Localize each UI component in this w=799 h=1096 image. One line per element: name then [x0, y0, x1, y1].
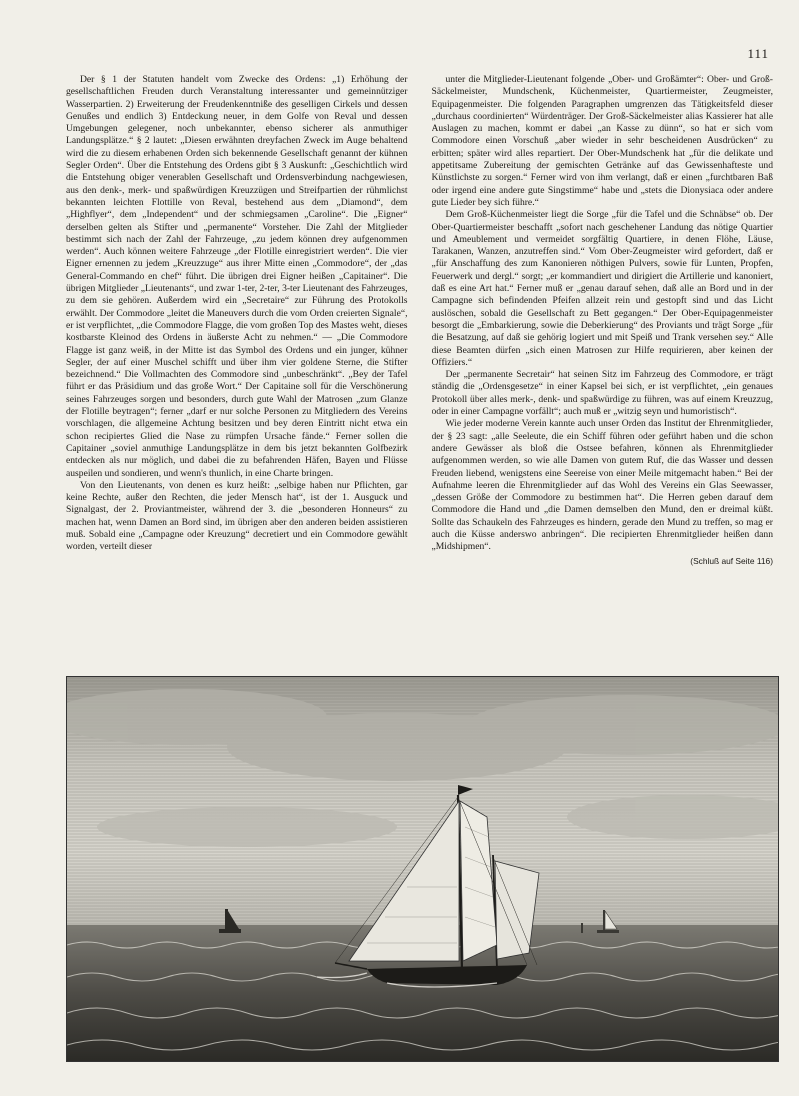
page-number: 111 [747, 46, 769, 61]
continued-note: (Schluß auf Seite 116) [690, 555, 773, 566]
engraving-illustration [67, 677, 778, 1061]
paragraph: Wie jeder moderne Verein kannte auch unser Orden das Institut der Ehrenmitglieder, der § 23 sagt: „alle Seeleute, die ein Schiff führen oder geführt haben und die schon andere Gewässer als bloß die Ostsee befahren, können als Ehrenmitglieder aufgenommen werden, so wie alle Damen von gutem Ruf, die das Wasser und dessen Freuden liebend, wenigstens eine Seereise von einer Meile mitgemacht haben.“ Bei der Aufnahme leeren die Ehrenmitglieder auf das Wohl des Vereins ein Glas Seewasser, „dessen Größe der Commodore zu bestimmen hat“. Die Herren geben darauf dem Commodore die Hand und „die Damen demselben den Mund, den er dreimal küßt. Sollte das Schaukeln des Fahrzeuges es hindern, gerade den Mund zu treffen, so mag er auch die Küsse anderswo anbringen“. Die recipierten Ehrenmitglieder heißen dann „Midshipmen“. [431, 418, 773, 553]
sailing-ship-engraving [66, 676, 779, 1062]
paragraph: Der „permanente Secretair“ hat seinen Sitz im Fahrzeug des Commodore, er trägt ständig die „Ordensgesetze“ in einer Kapsel bei sich, er ist verpflichtet, „ein genaues Protokoll über alles merk-, denk- und spaßwürdige zu führen, was auf einem Kreuzzug, oder in einer Campagne vorfällt“; auch muß er „witzig seyn und humoristisch“. [431, 369, 773, 418]
left-column [66, 74, 408, 668]
paragraph: unter die Mitglieder-Lieutenant folgende „Ober- und Großämter“: Ober- und Groß-Säckelmeister, Mundschenk, Küchenmeister, Quartiermeister, Zeugmeister, Equipagenmeister. Die folgenden Paragraphen umgrenzen das Tätigkeitsfeld dieser „durchaus coordinierten“ Würdenträger. Der Groß-Säckelmeister alias Kassierer hat alle Auslagen zu machen, kommt er dabei „an Kasse zu dünn“, so hat er sich vom Commodore einen Vorschuß „aber wieder in sehr bescheidenen Ausdrücken“ zu erbitten; später wird alles repartiert. Der Ober-Mundschenk hat „für die delikate und appetitsame Zubereitung der gemischten Getränke auf das Gewissenhafteste und Künstlichste zu sorgen.“ Ferner wird von ihm verlangt, daß er einen „furchtbaren Baß oder irgend eine andere gute Singstimme“ habe und „stets die Dionysiaca oder andere gute Lieder bey sich führe.“ [431, 74, 773, 208]
paragraph: Dem Groß-Küchenmeister liegt die Sorge „für die Tafel und die Schnäbse“ ob. Der Ober-Quartiermeister beschafft „sofort nach geschehener Landung das nötige Quartier und Ameublement und vermeidet sorgfältig Quartiere, in denen Flöhe, Läuse, Tarakanen, Wanzen, anzutreffen sind.“ Vom Ober-Zeugmeister wird gefordert, daß er „für Anschaffung des zum Kanonieren nöthigen Pulvers, sowie für Lunten, Propfen, Feuerwerk und dergl.“ sorgt; „er kommandiert und dirigiert die Artillerie und kanoniert, daß es eine Art hat.“ Ferner muß er „genau darauf sehen, daß alle an Bord und in der Campagne sich befindenden Pfeifen allzeit rein und gestopft sind und das Licht auslöschen, sobald die Gesellschaft zu Bett gegangen.“ Der Ober-Equipagenmeister besorgt die „Embarkierung, sowie die Deberkierung“ des Proviants und trägt Sorge „für die Besatzung, auf daß sie gehörig logiert und mit Speiß und Trank versehen sey.“ Alle diese Beamten dürfen „sich einen Matrosen zur Hilfe requirieren, aber keinen der Offiziers.“ [431, 209, 773, 368]
article-body [66, 74, 773, 668]
paragraph: Der § 1 der Statuten handelt vom Zwecke des Ordens: „1) Erhöhung der gesellschaftlichen Freuden durch Veranstaltung interessanter und gemeinnütziger Wasserpartien. 2) Erweiterung der Freudenkenntniße des geselligen Cirkels und dessen Genußes und endlich 3) Entdeckung neuer, in dem Golfe von Reval und dessen Umgebungen gelegener, noch unbekannter, ebenso sicherer als anmuthiger Landungsplätze.“ § 2 lautet: „Diesen erwähnten dreyfachen Zweck im Auge behaltend wird die zu diesem erhabenen Orden sich bekennende Gesellschaft genannt der kühnen Segler Orden“. Über die Entstehung des Ordens gibt § 3 Auskunft: „Geschichtlich wird die Entstehung obiger venerablen Gesellschaft und Ordensverbindung nachgewiesen, aus den denk-, merk- und spaßwürdigen Kreuzzügen und Streifpartien der rühmlichst bekannten leichten Flottille von Reval, bestehend aus dem „Diamond“, dem „Highflyer“, dem „Independent“ und der schmiegsamen „Caroline“. Die „Eigner“ derselben gelten als Stifter und „permanente“ Vorsteher. Die Zahl der Mitglieder bestimmt sich nach der Zahl der Fahrzeuge, „zu jedem können drey aufgenommen werden“. Auch können weitere Fahrzeuge „der Flotille einregistriert werden“. Die vier Eigner ernennen zu jedem „Kreuzzuge“ aus ihrer Mitte einen „Commodore“, der „das General-Commando en chef“ führt. Die übrigen drei Eigner heißen „Capitainer“. Die übrigen Mitglieder „Lieutenants“, und zwar 1-ter, 2-ter, 3-ter Lieutenant des Fahrzeuges, zu dem sie gehören. Außerdem wird ein „Secretaire“ zur Führung des Protokolls erwählt. Der Commodore „leitet die Maneuvers durch die vom Orden creierten Signale“, er ist verpflichtet, „die Commodore Flagge, die vom großen Top des Mastes weht, dieses kostbarste Kleinod des Ordens in äußerste Acht zu nehmen.“ — „Die Commodore Flagge ist ganz weiß, in der Mitte ist das Symbol des Ordens und ein junger, kühner Segler, der auf einer Muschel schifft und über ihm vier goldene Sterne, die Stifter bezeichnend.“ Die Vollmachten des Commodore sind „unbeschränkt“. „Bey der Tafel führt er das Präsidium und das große Wort.“ Der Capitaine soll für die Verschönerung seines Fahrzeuges sorgen und besonders, durch gute Wahl der Matrosen „zum Glanze der Flotille beytragen“; ferner „darf er nur solche Personen zu Mitgliedern des Vereins vorschlagen, die allgemeine Achtung besitzen und bey deren Eintritt nicht etwa ein schon recipiertes Glied die Nase zu rümpfen Ursache fände.“ Ferner sollen die Capitainer „soviel anmuthige Landungsplätze in dem bis jetzt bekannten Golfbezirk entdecken als nur möglich, und dabei die zu befahrenden Häfen, Bayen und Flüsse auspeilen und sondieren, und wenn's thunlich, in eine Charte bringen. [66, 74, 408, 479]
right-column [432, 74, 774, 668]
paragraph: Von den Lieutenants, von denen es kurz heißt: „selbige haben nur Pflichten, gar keine Rechte, außer den Rechten, die jeder Mensch hat“, ist der 1. Ausguck und Signalgast, der 2. Proviantmeister, während der 3. die „besonderen Honneurs“ zu machen hat, wenn Damen an Bord sind, im übrigen aber den anderen beiden assistieren muß. Sobald eine „Campagne oder Kreuzung“ decretiert und ein Commodore gewählt worden, verteilt dieser [66, 479, 408, 553]
